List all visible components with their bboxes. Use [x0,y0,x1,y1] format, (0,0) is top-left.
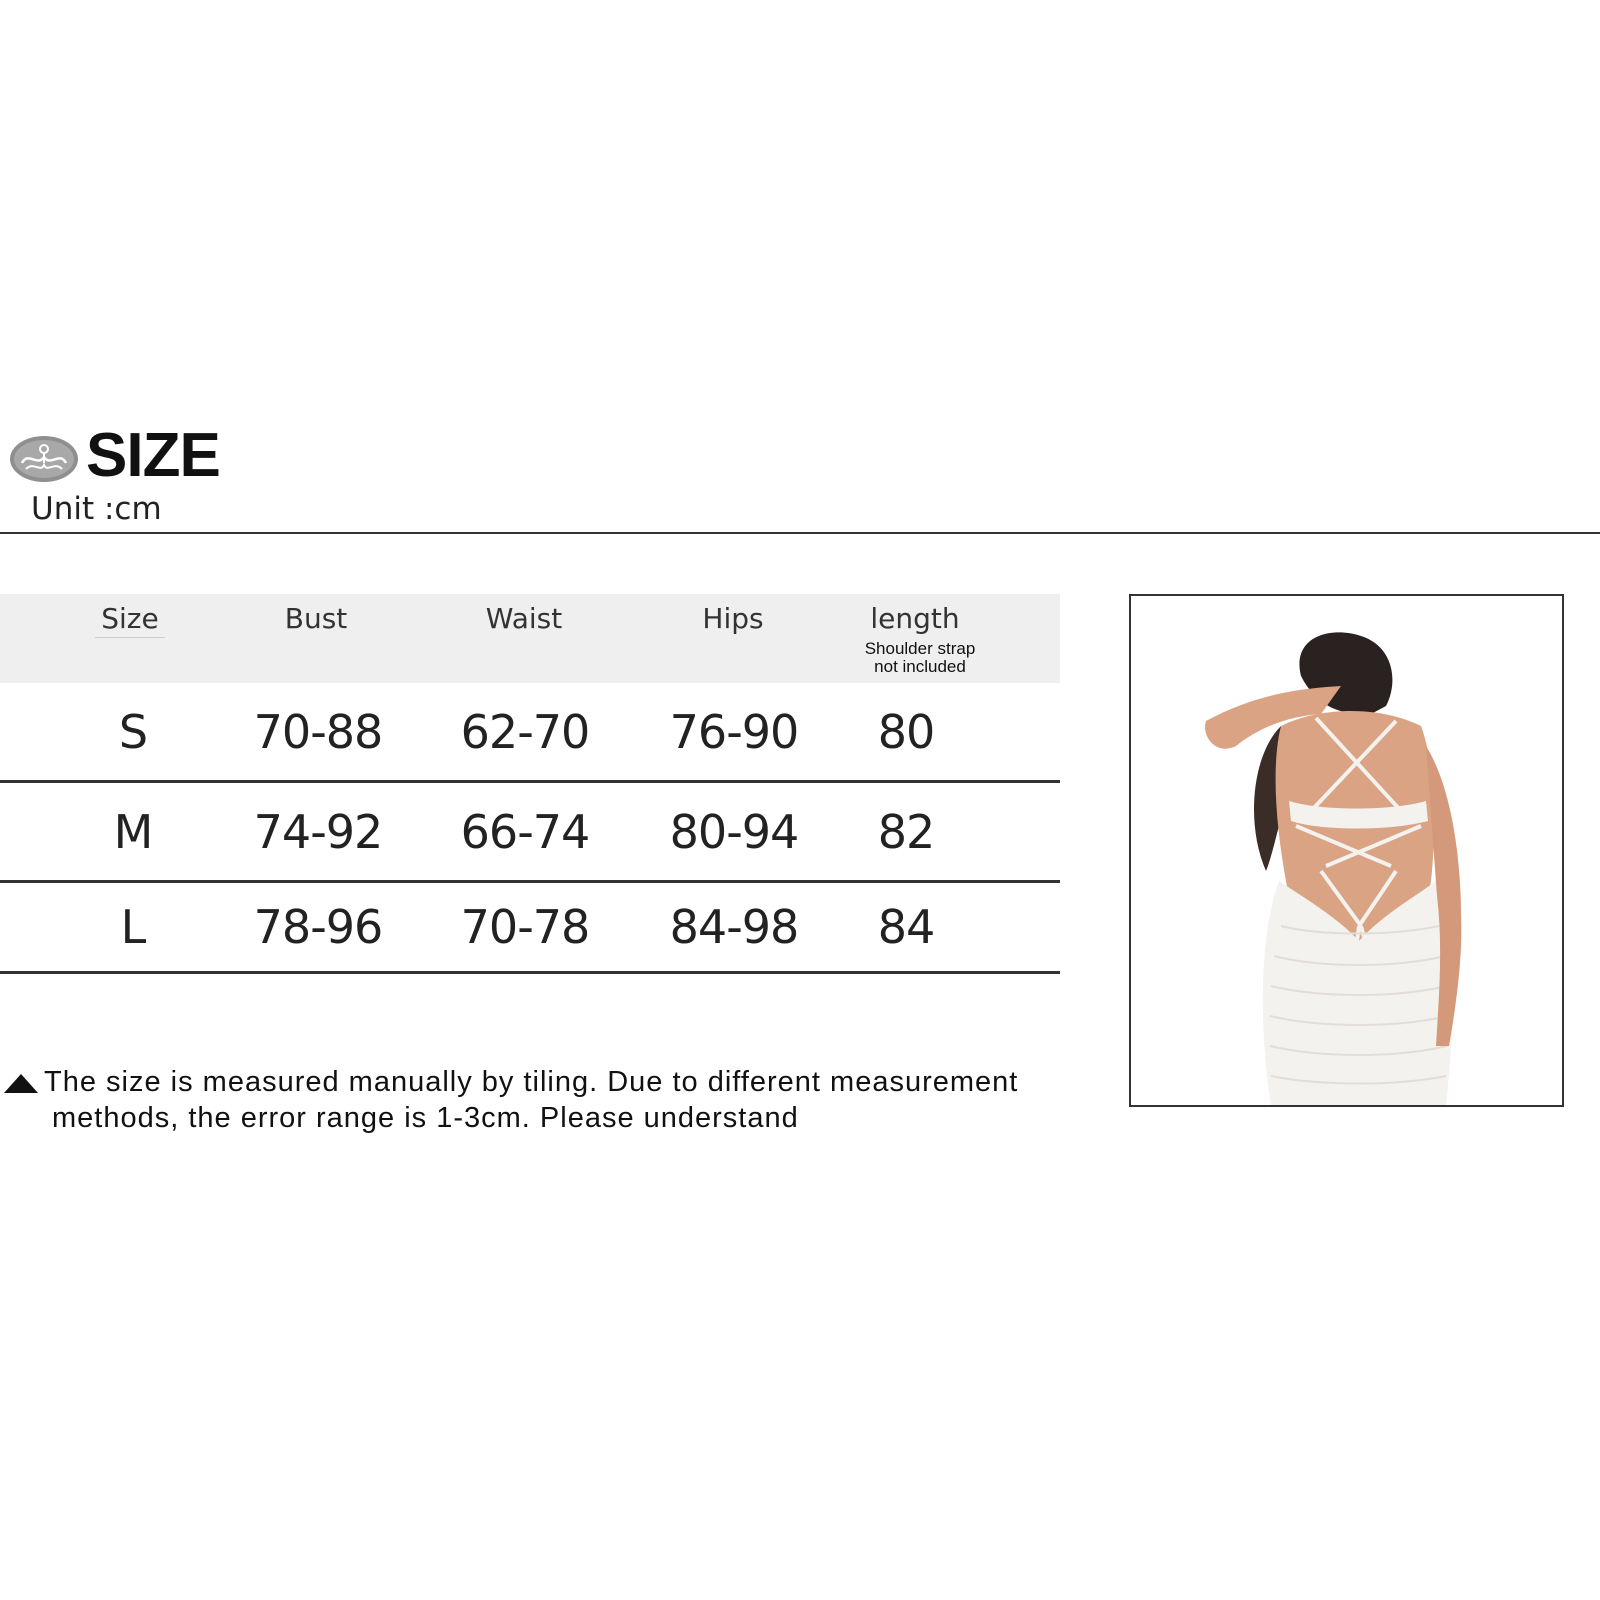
product-photo [1129,594,1564,1107]
table-cell-waist: 70-78 [460,900,590,954]
length-note-line: Shoulder strap [864,639,976,658]
divider [0,532,1600,534]
table-cell-bust: 70-88 [253,704,383,759]
table-header [0,594,1060,683]
table-cell-waist: 62-70 [460,704,590,759]
dress-back-illustration [1131,596,1562,1105]
table-row [0,683,1060,783]
triangle-up-icon [4,1074,38,1093]
table-cell-length: 80 [877,704,935,759]
table-cell-hips: 84-98 [669,900,799,954]
length-note [820,640,1020,676]
table-cell-bust: 74-92 [253,804,383,859]
column-header-length: length [870,602,960,635]
column-header-size: Size [95,602,165,638]
table-cell-size: M [113,804,153,859]
table-cell-size: S [118,704,148,759]
size-table [0,594,1060,974]
table-row [0,783,1060,883]
brand-logo-icon [8,433,80,485]
table-row [0,883,1060,974]
unit-label: Unit :cm [31,491,162,527]
note-line: methods, the error range is 1-3cm. Please understand [52,1102,799,1134]
length-note-line: not included [874,657,966,676]
column-header-bust: Bust [284,602,348,635]
column-header-waist: Waist [485,602,563,635]
table-cell-bust: 78-96 [253,900,383,954]
table-cell-hips: 80-94 [669,804,799,859]
column-header-hips: Hips [702,602,764,635]
page-title: SIZE [86,421,220,490]
table-cell-length: 82 [877,804,935,859]
table-cell-waist: 66-74 [460,804,590,859]
note-line: The size is measured manually by tiling. Due to different measurement [44,1066,1019,1098]
table-cell-hips: 76-90 [669,704,799,759]
table-cell-length: 84 [877,900,935,954]
table-cell-size: L [120,900,146,954]
